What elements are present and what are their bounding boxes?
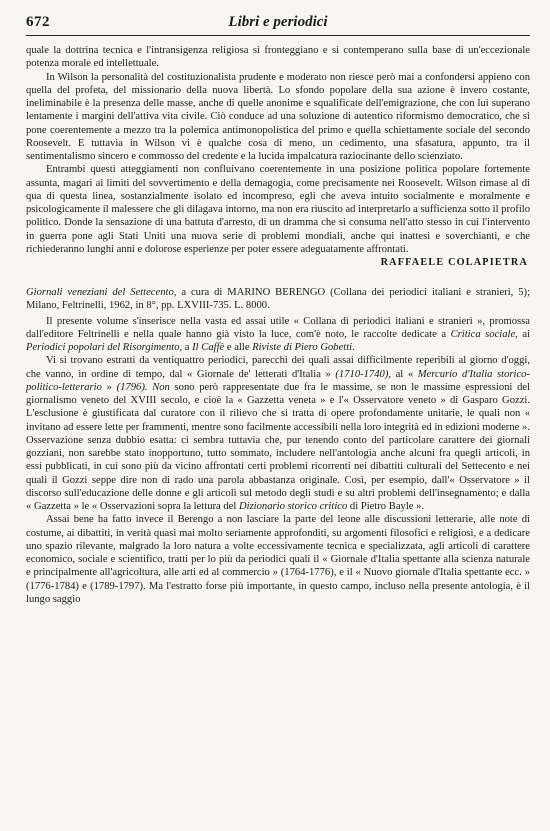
header-rule xyxy=(26,35,530,36)
page-header xyxy=(26,14,530,33)
paragraph: Assai bene ha fatto invece il Berengo a non lasciare la parte del leone alle discussioni letterarie, alle note di costume, ai dibattiti, in verità quasi mai molto seriamente approfonditi, su argomenti filosofici e religiosi, e a dedicare uno spazio rilevante, malgrado la loro natura a volte eccessivamente tecnica e specializzata, agli articoli di carattere economico, sociale e scientifico, tratti per lo più da periodici quali il « Giornale d'Italia spettante alla scienza naturale e principalmente all'agricoltura, alle arti ed al commercio » (1764-1776), e il « Nuovo giornale d'Italia spettante ecc. » (1776-1784) e (1789-1797). Ma l'estratto forse più importante, in questo campo, incluso nella presente antologia, è il lungo saggio xyxy=(26,514,530,605)
page-number: 672 xyxy=(26,14,50,30)
paragraph: Il presente volume s'inserisce nella vasta ed assai utile « Collana di periodici italiani e stranieri », promossa dall'editore Feltrinelli e nella quale hanno già visto la luce, com'è noto, le raccolte dedicate a Critica sociale, ai Periodici popolari del Risorgimento, a Il Caffè e alle Riviste di Piero Gobetti. xyxy=(26,315,530,353)
review-signature: RAFFAELE COLAPIETRA xyxy=(380,257,528,268)
review-wilson xyxy=(26,44,530,270)
paragraph: Entrambi questi atteggiamenti non confluivano coerentemente in una posizione politica popolare fortemente assunta, magari ai limiti del sovvertimento e della demagogia, come precisamente nei Roosevelt. Wilson rimase al di qua di questa linea, sostanzialmente isolato ed incompreso, egli che aveva intuito socialmente e moralmente e psicologicamente il malessere che gli dilagava intorno, ma non era riuscito ad interpretarlo a sufficienza sotto il profilo politico. Donde la sensazione di una battuta d'arresto, di un dramma che si consuma nell'atto stesso in cui l'intervento in guerra pone agli Stati Uniti una nuova serie di problemi mondiali, anche qui inattesi e soverchianti, e che richiederanno lunghi anni e dolorose esperienze per poter essere adeguatamente affrontati. xyxy=(26,164,531,255)
book-details: , a cura di MARINO BERENGO (Collana dei periodici italiani e stranieri, 5); Milano, Feltrinelli, 1962, in 8°, pp. LXVIII-735. L. 8000. xyxy=(26,287,530,312)
review-giornali-veneziani xyxy=(26,286,530,606)
paragraph: In Wilson la personalità del costituzionalista prudente e moderato non riesce però mai a confondersi appieno con quella del profeta, del missionario della nuova libertà. Lo sfondo popolare della sua azione è invero costante, ineliminabile è la presenza delle masse, anche di quelle anonime e squalificate dell'emigrazione, che con lui superano lentamente i margini dell'attiva vita civile. Ciò conduce ad una soluzione di autentico riformismo democratico, che si pone coerentemente a mezzo tra la polemica antimonopolistica del primo e quella schiettamente sociale del secondo Roosevelt. E tuttavia in Wilson vi è qualche cosa di meno, un cedimento, una sfasatura, appunto, tra il sentimentalismo sincero e commosso del credente e la lucida impalcatura raziocinante dello scienziato. xyxy=(26,71,530,162)
paragraph: Vi si trovano estratti da ventiquattro periodici, parecchi dei quali assai difficilmente reperibili al giorno d'oggi, che vanno, in ordine di tempo, dal « Giornale de' letterati d'Italia » (1710-1740), al « Mercurio d'Italia storico-politico-letterario » (1796). Non sono però rappresentate due fra le massime, se non le massime espressioni del giornalismo veneto del XVIII secolo, e cioè la « Gazzetta veneta » e l'« Osservatore veneto » di Gasparo Gozzi. L'esclusione è giustificata dal curatore con il rilievo che si tratta di opere profondamente unitarie, le quali non « invitano ad essere lette per frammenti, mentre sono facilmente accessibili nella loro integrità ed in edizioni moderne ». Osservazione senza dubbio esatta: ci sembra tuttavia che, pur tenendo conto del particolare carattere dei giornali gozziani, non sarebbe stato inopportuno, tutto sommato, includere nell'antologia anche alcuni fra quegli articoli, in essi pubblicati, in cui sono più da vicino affrontati certi problemi ricorrenti nei dibattiti culturali del Settecento e nei quali il Gozzi seppe dire non di rado una parola abbastanza originale. Così, per esempio, dall'« Osservatore » il discorso sull'educazione delle donne e gli articoli sul metodo degli studi e su altri problemi dell'insegnamento; e dalla « Gazzetta » le « Osservazioni sopra la lettura del Dizionario storico critico di Pietro Bayle ». xyxy=(26,355,531,512)
review-heading xyxy=(26,286,530,313)
book-title: Giornali veneziani del Settecento xyxy=(26,287,174,298)
running-title: Libri e periodici xyxy=(228,14,328,30)
paragraph: quale la dottrina tecnica e l'intransigenza religiosa si fronteggiano e si contemperano sulla base di un'eccezionale potenza morale ed intellettuale. xyxy=(26,45,530,70)
